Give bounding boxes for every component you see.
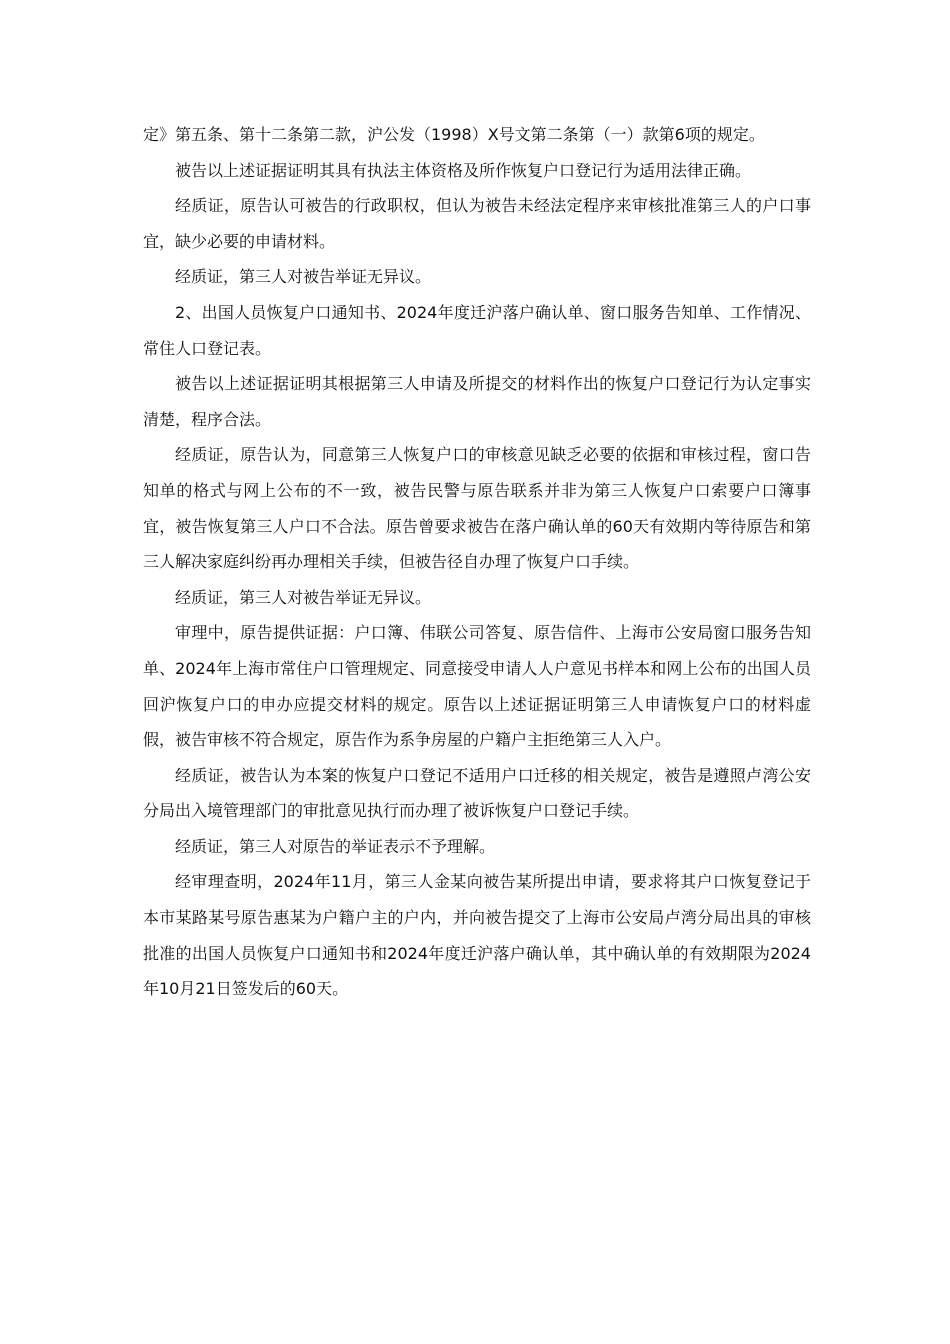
paragraph: 经质证，原告认为，同意第三人恢复户口的审核意见缺乏必要的依据和审核过程，窗口告知单的格式与网上公布的不一致，被告民警与原告联系并非为第三人恢复户口索要户口簿事宜，被告恢复第三人户口不合法。原告曾要求被告在落户确认单的60天有效期内等待原告和第三人解决家庭纠纷再办理相关手续，但被告径自办理了恢复户口手续。 [143, 445, 811, 572]
paragraph: 被告以上述证据证明其根据第三人申请及所提交的材料作出的恢复户口登记行为认定事实清楚，程序合法。 [143, 374, 811, 429]
paragraph: 经质证，原告认可被告的行政职权，但认为被告未经法定程序来审核批准第三人的户口事宜，缺少必要的申请材料。 [143, 196, 811, 251]
document-body [143, 117, 811, 1007]
paragraph: 2、出国人员恢复户口通知书、2024年度迁沪落户确认单、窗口服务告知单、工作情况、常住人口登记表。 [143, 302, 811, 358]
paragraph: 经质证，第三人对原告的举证表示不予理解。 [175, 836, 496, 856]
paragraph: 经质证，第三人对被告举证无异议。 [175, 587, 432, 607]
paragraph: 经质证，第三人对被告举证无异议。 [175, 267, 432, 287]
paragraph: 定》第五条、第十二条第二款，沪公发（1998）X号文第二条第（一）款第6项的规定。 [143, 125, 765, 144]
paragraph: 经质证，被告认为本案的恢复户口登记不适用户口迁移的相关规定，被告是遵照卢湾公安分局出入境管理部门的审批意见执行而办理了被诉恢复户口登记手续。 [143, 765, 811, 821]
paragraph: 被告以上述证据证明其具有执法主体资格及所作恢复户口登记行为适用法律正确。 [175, 160, 752, 180]
paragraph: 审理中，原告提供证据：户口簿、伟联公司答复、原告信件、上海市公安局窗口服务告知单、2024年上海市常住户口管理规定、同意接受申请人人户意见书样本和网上公布的出国人员回沪恢复户口的申办应提交材料的规定。原告以上述证据证明第三人申请恢复户口的材料虚假，被告审核不符合规定，原告作为系争房屋的户籍户主拒绝第三人入户。 [143, 623, 811, 750]
paragraph: 经审理查明，2024年11月，第三人金某向被告某所提出申请，要求将其户口恢复登记于本市某路某号原告惠某为户籍户主的户内，并向被告提交了上海市公安局卢湾分局出具的审核批准的出国人员恢复户口通知书和2024年度迁沪落户确认单，其中确认单的有效期限为2024年10月21日签发后的60天。 [143, 872, 811, 999]
